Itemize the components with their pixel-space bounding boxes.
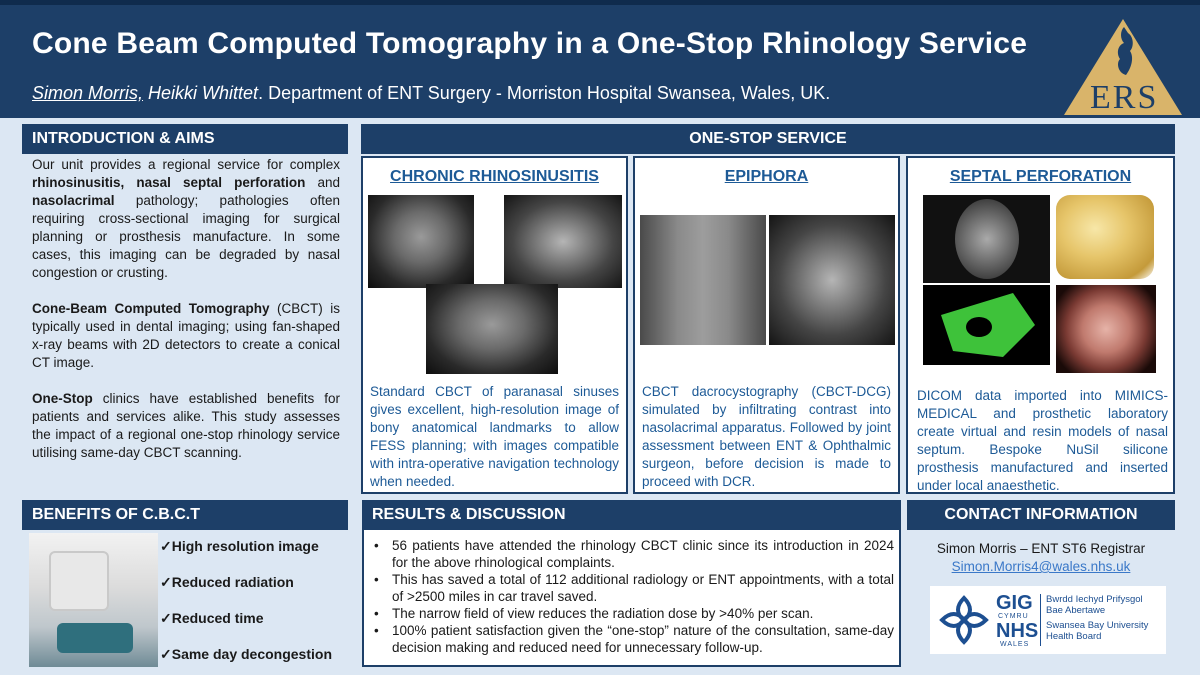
nhs-cymru-text: CYMRU	[998, 613, 1029, 620]
contact-email-link[interactable]: Simon.Morris4@wales.nhs.uk	[951, 559, 1131, 574]
contact-heading: CONTACT INFORMATION	[907, 500, 1175, 530]
authors-line	[32, 83, 830, 104]
panel-title-septal: SEPTAL PERFORATION	[949, 168, 1132, 185]
panel-title-crs: CHRONIC RHINOSINUSITIS	[390, 168, 599, 185]
results-box	[362, 530, 901, 667]
ct-axial-image	[426, 284, 558, 374]
cbct-dcg-image-1	[640, 215, 766, 345]
result-item: • 56 patients have attended the rhinology CBCT clinic since its introduction in 2024 for the above rhinological complaints.	[374, 538, 894, 570]
intro-paragraph-1: Our unit provides a regional service for complex rhinosinusitis, nasal septal perforation and nasolacrimal pathology; pathologies often requiring cross-sectional imaging for surgical planning or prosthesis manufacture. In some cases, this imaging can be degraded by nasal congestion or crusting.	[32, 157, 340, 280]
benefit-high-resolution: ✓High resolution image	[160, 538, 319, 554]
result-item: • 100% patient satisfaction given the “one-stop” nature of the consultation, same-day decision making and reduced need for unnecessary follow-up.	[374, 623, 894, 655]
panel-chronic-rhinosinusitis	[361, 156, 628, 494]
intro-heading: INTRODUCTION & AIMS	[22, 124, 348, 154]
contact-name: Simon Morris – ENT ST6 Registrar	[936, 541, 1146, 556]
author-heikki-whittet: Heikki Whittet	[148, 83, 259, 103]
results-list	[374, 537, 894, 656]
nhs-wales-text: WALES	[1000, 641, 1030, 648]
intro-paragraph-2: Cone-Beam Computed Tomography (CBCT) is typically used in dental imaging; using fan-shaped x-ray beams with 2D detectors to create a conical CT image.	[32, 301, 340, 370]
benefit-same-day-decongestion: ✓Same day decongestion	[160, 646, 332, 662]
ers-logo-text: ERS	[1090, 79, 1159, 116]
author-simon-morris: Simon Morris,	[32, 83, 144, 103]
title-banner	[0, 0, 1200, 118]
intro-text	[32, 156, 340, 480]
welsh-knot-icon	[938, 594, 990, 646]
panel-text-septal: DICOM data imported into MIMICS-MEDICAL and prosthetic laboratory create virtual and resin models of nasal septum. Bespoke NuSil silicone prosthesis manufactured and inserted under local anaesthetic.	[917, 388, 1168, 493]
results-heading: RESULTS & DISCUSSION	[362, 500, 901, 530]
nhs-gig-text: GIG	[996, 592, 1033, 614]
septum-ct-image	[923, 195, 1050, 283]
one-stop-heading: ONE-STOP SERVICE	[361, 124, 1175, 154]
affiliation: . Department of ENT Surgery - Morriston Hospital Swansea, Wales, UK.	[258, 83, 831, 103]
result-item: • The narrow field of view reduces the radiation dose by >40% per scan.	[374, 606, 814, 621]
result-item: • This has saved a total of 112 additional radiology or ENT appointments, with a total of >2500 miles in car travel saved.	[374, 572, 894, 604]
panel-title-epiphora: EPIPHORA	[724, 168, 809, 185]
nhs-nhs-text: NHS	[996, 620, 1039, 642]
poster-title: Cone Beam Computed Tomography in a One-Stop Rhinology Service	[32, 27, 1028, 60]
health-board-name: Bwrdd Iechyd Prifysgol Bae Abertawe Swansea Bay University Health Board	[1046, 594, 1149, 642]
ct-coronal-image	[368, 195, 474, 288]
resin-model-image	[1056, 195, 1154, 279]
benefits-heading: BENEFITS OF C.B.C.T	[22, 500, 348, 530]
panel-text-epiphora: CBCT dacrocystography (CBCT-DCG) simulated by infiltrating contrast into nasolacrimal apparatus. Followed by joint assessment between ENT & Ophthalmic surgeon, before decision is made to proceed with DCR.	[642, 384, 891, 489]
benefit-reduced-time: ✓Reduced time	[160, 610, 264, 626]
intro-paragraph-3: One-Stop clinics have established benefits for patients and services alike. This study assesses the impact of a regional one-stop rhinology service utilising same-day CBCT scanning.	[32, 391, 340, 460]
panel-epiphora	[633, 156, 900, 494]
nhs-swansea-bay-logo	[930, 586, 1166, 654]
benefit-reduced-radiation: ✓Reduced radiation	[160, 574, 294, 590]
endoscopy-image	[1056, 285, 1156, 373]
ct-coronal-image-2	[504, 195, 622, 288]
cbct-scanner-photo	[29, 533, 158, 667]
panel-septal-perforation	[906, 156, 1175, 494]
cbct-dcg-image-2	[769, 215, 895, 345]
panel-text-crs: Standard CBCT of paranasal sinuses gives excellent, high-resolution image of bony anatomical landmarks to allow FESS planning; with images compatible with intra-operative navigation technology when needed.	[370, 384, 619, 489]
virtual-septum-model-image	[923, 285, 1050, 365]
